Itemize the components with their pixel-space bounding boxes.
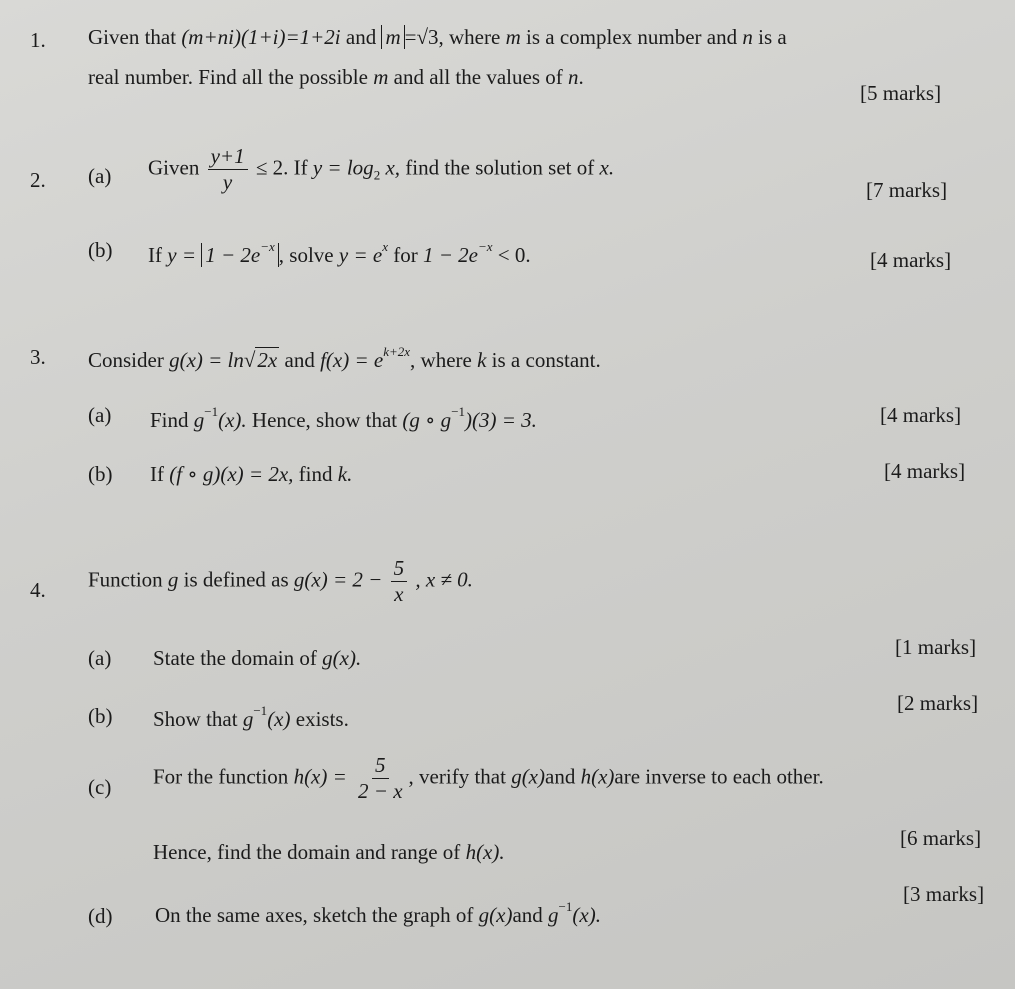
q4c-text: For the function bbox=[153, 764, 289, 789]
q1-marks: [5 marks] bbox=[860, 81, 942, 105]
q4d-g: g bbox=[548, 903, 559, 927]
q4-intro: Function bbox=[88, 567, 163, 592]
q2a-sub: 2 bbox=[373, 167, 381, 183]
q1-line2 bbox=[88, 67, 584, 88]
q4c-verify: , verify that bbox=[408, 764, 506, 789]
q1-line2-a: real number. Find all the possible bbox=[88, 65, 368, 89]
q3a-marks: [4 marks] bbox=[880, 403, 962, 427]
q2a-marks: [7 marks] bbox=[866, 178, 948, 202]
q2a-eq: y = log bbox=[312, 155, 374, 180]
q1-number: 1. bbox=[30, 28, 46, 52]
q2b-marks: [4 marks] bbox=[870, 248, 952, 272]
q4c-hence-line bbox=[153, 842, 505, 863]
q2b-solve: , solve bbox=[278, 243, 334, 267]
q2a-frac-num: y+1 bbox=[208, 146, 248, 170]
q3a-ginv-arg: (x). bbox=[218, 408, 247, 432]
q1-line2-m: m bbox=[373, 65, 389, 89]
q4c-marks: [6 marks] bbox=[900, 826, 982, 850]
q2b-line bbox=[148, 240, 531, 266]
q3a-label: (a) bbox=[88, 403, 112, 427]
q4b-marks: [2 marks] bbox=[897, 691, 979, 715]
q1-text-and: and bbox=[345, 25, 377, 49]
q4a-label: (a) bbox=[88, 646, 112, 670]
q3b-line bbox=[150, 464, 352, 485]
q2a-eq2: x, bbox=[385, 155, 401, 180]
q2b-for: for bbox=[393, 243, 418, 267]
q4c-hence: Hence, find the domain and range of bbox=[153, 840, 461, 864]
q3-line: Consider g(x) = ln√2x and $f(x) = e^{k+2x}$, where k is a constant. bbox=[88, 344, 601, 372]
q4d-marks: [3 marks] bbox=[903, 882, 985, 906]
q2a-rest: find the solution set of bbox=[405, 155, 595, 180]
q2b-abs-sup: −x bbox=[260, 239, 275, 254]
q1-modulus: m bbox=[381, 25, 404, 49]
q4d-line bbox=[155, 900, 601, 926]
q3a-comp-sup: −1 bbox=[451, 404, 466, 419]
q3-number: 3. bbox=[30, 345, 46, 369]
q4-frac-den: x bbox=[394, 582, 404, 606]
q2a-fraction bbox=[208, 146, 248, 193]
q4c-inverse: are inverse to each other. bbox=[614, 764, 824, 789]
q2a-x: x. bbox=[599, 155, 615, 180]
q4b-line bbox=[153, 704, 349, 730]
q1-equation: (m+ni)(1+i)=1+2i bbox=[181, 25, 341, 49]
q3-fsup: k+2x bbox=[383, 344, 411, 359]
q4c-gx: g(x) bbox=[511, 764, 545, 789]
q4c-fraction bbox=[355, 755, 406, 802]
q4a-marks: [1 marks] bbox=[895, 635, 977, 659]
q2a-given: Given bbox=[148, 155, 200, 180]
q2b-cond: 1 − 2e bbox=[422, 243, 478, 267]
q3-gsqrt: 2x bbox=[257, 348, 278, 372]
q1-text-complex: is a complex number and bbox=[526, 25, 738, 49]
q3b-label: (b) bbox=[88, 462, 113, 486]
q2b-label: (b) bbox=[88, 238, 113, 262]
q2-number: 2. bbox=[30, 168, 46, 192]
q3a-find: Find bbox=[150, 408, 189, 432]
q1-var-n: n bbox=[742, 25, 753, 49]
q2b-cond2: < 0. bbox=[497, 243, 531, 267]
q3-consider: Consider bbox=[88, 348, 164, 372]
q4a-text: State the domain of bbox=[153, 646, 317, 670]
q4d-and: and bbox=[512, 903, 543, 927]
q4c-frac-den: 2 − x bbox=[358, 779, 403, 803]
q1-line2-c: . bbox=[578, 65, 584, 89]
q2a-frac-den: y bbox=[222, 170, 233, 194]
q3-k: k bbox=[477, 348, 487, 372]
q2a-line bbox=[148, 146, 614, 193]
q3-fdef: f(x) = e bbox=[320, 348, 384, 372]
q2a-label: (a) bbox=[88, 164, 112, 188]
q2b-abs-text: 1 − 2e bbox=[205, 243, 261, 267]
q2a-ineq: ≤ 2. bbox=[255, 155, 289, 180]
q3a-hence: Hence, show that bbox=[251, 408, 398, 432]
q4c-hx2: h(x) bbox=[580, 764, 615, 789]
q2b-eq-sup: x bbox=[382, 239, 388, 254]
q3a-comp-end: )(3) = 3. bbox=[465, 408, 537, 432]
q4-g: g bbox=[167, 567, 179, 592]
q1-line2-n: n bbox=[567, 65, 579, 89]
q4-fraction bbox=[391, 558, 408, 605]
q4a-gx: g(x). bbox=[322, 646, 362, 670]
q4c-hx3: h(x). bbox=[465, 840, 505, 864]
q3b-k: k. bbox=[337, 462, 353, 486]
q4d-sup: −1 bbox=[558, 899, 573, 914]
q1-line1 bbox=[88, 27, 787, 48]
q4b-arg: (x) bbox=[267, 707, 291, 731]
q4d-gx: g(x) bbox=[478, 903, 513, 927]
q1-text-isa: is a bbox=[758, 25, 787, 49]
q4b-label: (b) bbox=[88, 704, 113, 728]
q4-frac-num: 5 bbox=[391, 558, 408, 582]
q2b-if: If bbox=[148, 243, 162, 267]
q4c-and: and bbox=[545, 764, 576, 789]
q4-gx: g(x) = 2 − bbox=[293, 567, 383, 592]
q3a-ginv: g bbox=[193, 408, 205, 432]
q4-number: 4. bbox=[30, 578, 46, 602]
q4b-text: Show that bbox=[153, 707, 238, 731]
q3-gdef: g(x) = ln bbox=[169, 348, 244, 372]
q4-cond: , x ≠ 0. bbox=[415, 567, 473, 592]
q1-var-m: m bbox=[505, 25, 521, 49]
q3-constant: is a constant. bbox=[491, 348, 601, 372]
q3b-eq: (f ∘ g)(x) = 2x, bbox=[169, 462, 294, 486]
q4c-hx: h(x) = bbox=[293, 764, 347, 789]
q1-modulus-rhs: =√3 bbox=[404, 25, 439, 49]
q3b-find: find bbox=[298, 462, 333, 486]
q4-line bbox=[88, 558, 473, 605]
q1-line2-b: and all the values of bbox=[393, 65, 563, 89]
q3b-if: If bbox=[150, 462, 164, 486]
q4b-sup: −1 bbox=[253, 703, 268, 718]
q4-defined: is defined as bbox=[183, 567, 289, 592]
q2a-if: If bbox=[293, 155, 308, 180]
q4d-label: (d) bbox=[88, 904, 113, 928]
q2b-abs bbox=[201, 239, 279, 267]
q2b-eq: y = e bbox=[338, 243, 383, 267]
q3b-marks: [4 marks] bbox=[884, 459, 966, 483]
q2b-cond-sup: −x bbox=[477, 239, 493, 254]
q3-where: , where bbox=[410, 348, 472, 372]
q4a-line bbox=[153, 648, 361, 669]
q1-text-given: Given that bbox=[88, 25, 177, 49]
q4c-frac-num: 5 bbox=[372, 755, 389, 779]
q4d-text: On the same axes, sketch the graph of bbox=[155, 903, 474, 927]
q4d-arg: (x). bbox=[572, 903, 601, 927]
q4b-g: g bbox=[242, 707, 254, 731]
q4b-exists: exists. bbox=[295, 707, 349, 731]
q4c-label: (c) bbox=[88, 775, 112, 799]
q3a-ginv-sup: −1 bbox=[204, 404, 219, 419]
q3-and: and bbox=[284, 348, 315, 372]
q3a-line bbox=[150, 405, 537, 431]
q4c-line bbox=[153, 755, 824, 802]
q1-text-where: , where bbox=[438, 25, 501, 49]
q2b-y: y = bbox=[167, 243, 196, 267]
q3a-comp: (g ∘ g bbox=[402, 408, 452, 432]
